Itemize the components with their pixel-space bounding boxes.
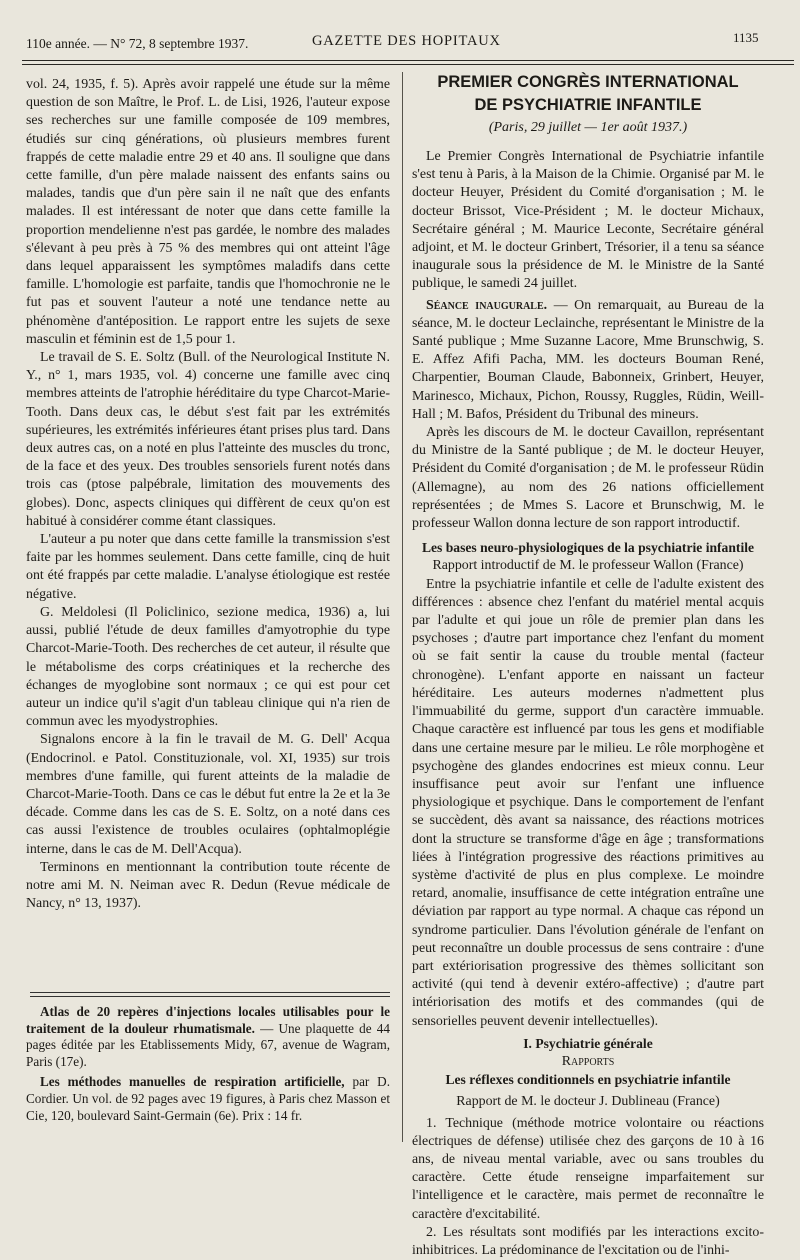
item-1: 1. Technique (méthode motrice volontaire ou réactions électriques de défense) utilisée chez des garçons de 10 à 16 ans, de niveau mental variable, avec ou sans troubles du caractère. Cette étude renseigne imparfaitement sur l'intelligence et le caractère, mais permet de reconnaître le caractère d'excitabilité. xyxy=(412,1115,764,1222)
left-column xyxy=(26,76,390,913)
header-issue-info: 110e année. — N° 72, 8 septembre 1937. xyxy=(26,36,249,51)
left-paragraph-4: G. Meldolesi (Il Policlinico, sezione medica, 1936) a, lui aussi, publié l'étude de deux familles d'amyotrophie du type Charcot-Marie-Tooth. Des recherches de cet auteur, il résulte que le métabolisme des corps créatiniques et la recherche des échanges de myoglobine sont normaux ; ce qui est pour cet auteur un indice qu'il s'agit d'un tableau clinique qui n'a rien de commun avec les myodystrophies. xyxy=(26,604,390,730)
left-paragraph-1: vol. 24, 1935, f. 5). Après avoir rappelé une étude sur la même question de son Maître, le Prof. L. de Lisi, 1926, l'auteur expose ses recherches sur une famille composée de 109 membres, étudiés sur cinq générations, où plusieurs membres furent frappés de cette maladie entre 29 et 40 ans. Il souligne que dans cette famille, d'un père malade naissent des enfants sains ou malades, tandis que d'un père sain il ne naît que des enfants malades. Il est intéressant de noter que dans cette famille la proportion mendelienne n'est pas gardée, le nombre des malades s'élevant à peu près à 75 % des membres qui ont atteint l'âge dans lequel apparaissent les symptômes maladifs dans cette famille. L'homologie est parfaite, tandis que l'homochronie ne le fut pas et souvent l'auteur a noté une tendance nette au phénomène d'antéposition. Le rapport entre les sujets de sexe masculin et féminin est de 1,5 pour 1. xyxy=(26,77,390,347)
page-number: 1135 xyxy=(733,30,759,45)
left-paragraph-3: L'auteur a pu noter que dans cette famille la transmission s'est faite par les hommes seulement. Dans cette famille, cinq de huit ont été frappés par cette maladie. L'analyse étiologique est restée négative. xyxy=(26,532,390,602)
book-note-2 xyxy=(26,1074,390,1124)
article-title-line-2: DE PSYCHIATRIE INFANTILE xyxy=(474,96,702,114)
right-column xyxy=(412,148,764,1260)
reflexes-heading: Les réflexes conditionnels en psychiatrie infantile xyxy=(445,1072,731,1088)
discours-paragraph: Après les discours de M. le docteur Cavaillon, représentant du Ministre de la Santé publique ; de M. le docteur Heuyer, Président du Comité d'organisation ; de M. le professeur Rüdin (Allemagne), au nom des 26 nations officiellement représentées ; de Mmes S. Lacore et Brunschwig, M. le professeur Wallon donna lecture de son rapport introductif. xyxy=(412,425,764,532)
section-heading: I. Psychiatrie générale xyxy=(523,1035,653,1051)
bases-paragraph: Entre la psychiatrie infantile et celle de l'adulte existent des différences : absence chez l'enfant du matériel mental acquis par l'adulte et qui joue un rôle de premier plan dans les psychoses ; d'autre part importance chez l'enfant du moment où se fait sentir la cause du trouble mental (facteur chronogène). L'enfant apporte en naissant un facteur héréditaire. Les auteurs modernes n'admettent plus l'immuabilité du germe, support d'un caractère immuable. Chaque caractère est influencé par tous les gens et modifiable dans une certaine mesure par le milieu. Le rôle morphogène et psychogène des glandes endocrines est mieux connu. Leur insuffisance peut avoir sur l'enfant une influence physiologique et psychique. Dans le comportement de l'enfant se succèdent, dès avant sa naissance, des réactions motrices dont la structure se transforme d'âge en âge ; transformations liées à l'intégration progressive des réactions primitives au système d'activité de plus en plus complexe. Le moindre retard, anomalie, insuffisance de cette intégration entraîne une déviation par rapport au type normal. A chaque cas répond un syndrome particulier. Dans l'évolution générale de l'enfant on peut reconnaître un double processus de sens contraire : d'une part extériorisation progressive des thèmes sollicitant son activité (qui tend à devenir extéro-affective) ; d'autre part intériorisation des motifs et des commandes (qui de sensorielles peuvent devenir intellectuelles). xyxy=(412,576,764,1029)
book-note-2-title: Les méthodes manuelles de respiration artificielle, xyxy=(40,1074,345,1090)
header-journal-title: GAZETTE DES HOPITAUX xyxy=(312,33,501,49)
notes-separator-top xyxy=(30,992,390,993)
seance-text: — On remarquait, au Bureau de la séance, M. le docteur Leclainche, représentant le Ministre de la Santé publique ; Mme Suzanne Lacore, Mme Brunschwig, S. E. Affez Afifi Pacha, MM. les docteurs Bouman René, Charpentier, Bouman Claude, Babonneix, Grinbert, Heuyer, Marinesco, Michaux, Pichon, Roussy, Ruggles, Rüdin, Weill-Hall ; M. Bafos, Président du Tribunal des mineurs. xyxy=(412,297,765,422)
left-paragraph-5: Signalons encore à la fin le travail de M. G. Dell' Acqua (Endocrinol. e Patol. Constituzionale, vol. XI, 1935) sur trois membres d'une famille, qui furent atteints de la maladie de Charcot-Marie-Tooth. Dans ce cas le début fut entre la 2e et la 3e décade. Comme dans les cas de S. E. Soltz, on a noté dans ces cas aussi l'existence de troubles oculaires (ophtalmoplégie interne, dans le cas de M. Dell'Acqua). xyxy=(26,732,390,857)
header-rule-top xyxy=(22,60,794,61)
item-2: 2. Les résultats sont modifiés par les interactions excito-inhibitrices. La prédominance de l'excitation ou de l'inhi- xyxy=(412,1224,764,1258)
seance-label: Séance inaugurale. xyxy=(426,297,548,313)
book-note-1-title: Atlas de 20 repères d'injections locales utilisables pour le traitement de la douleur rhumatismale. xyxy=(26,1004,390,1036)
left-paragraph-2: Le travail de S. E. Soltz (Bull. of the Neurological Institute N. Y., n° 1, mars 1935, vol. 4) concerne une famille avec cinq membres atteints de l'atrophie héréditaire du type Charcot-Marie-Tooth. Dans deux cas, le début s'est fait par les extrémités supérieures, les extrémités inférieures étant prises plus tard. Dans deux autres cas, on a noté en plus l'atteinte des muscles du tronc, de la face et des yeux. Des troubles sensoriels furent notés dans trois cas (ptose palpébrale, limitation des mouvements des globes). Donc, aspects cliniques qui diffèrent de ceux qu'on est habitué à considérer comme étant classiques. xyxy=(26,350,390,529)
left-paragraph-6: Terminons en mentionnant la contribution toute récente de notre ami M. N. Neiman avec R. Dedun (Revue médicale de Nancy, n° 13, 1937). xyxy=(26,859,390,912)
header-rule-bottom xyxy=(22,64,794,65)
article-dateline: (Paris, 29 juillet — 1er août 1937.) xyxy=(488,120,688,135)
bases-heading: Les bases neuro-physiologiques de la psychiatrie infantile xyxy=(421,540,755,556)
book-note-2-text: par D. Cordier. Un vol. de 92 pages avec 19 figures, à Paris chez Masson et Cie, 120, boulevard Saint-Germain (6e). Prix : 14 fr. xyxy=(26,1074,390,1123)
rapports-heading: Rapports xyxy=(561,1053,615,1069)
book-notes xyxy=(26,1004,390,1128)
seance-paragraph xyxy=(412,297,764,424)
book-note-1-text: — Une plaquette de 44 pages éditée par les Etablissements Midy, 67, avenue de Wagram, Paris (17e). xyxy=(26,1020,390,1069)
book-note-1 xyxy=(26,1004,390,1070)
column-divider xyxy=(402,72,403,1142)
reflexes-subheading: Rapport de M. le docteur J. Dublineau (France) xyxy=(456,1094,720,1110)
bases-subheading: Rapport introductif de M. le professeur Wallon (France) xyxy=(432,558,744,574)
intro-paragraph: Le Premier Congrès International de Psychiatrie infantile s'est tenu à Paris, à la Maison de la Chimie. Organisé par M. le docteur Heuyer, Président du Comité d'organisation ; M. le docteur Brissot, Vice-Président ; M. le docteur Michaux, Secrétaire général ; M. Maurice Leconte, Secrétaire général adjoint, et M. le docteur Grinbert, Trésorier, il a tenu sa séance inaugurale sous la présidence de M. le Ministre de la Santé publique, le samedi 24 juillet. xyxy=(412,149,764,292)
notes-separator-bottom xyxy=(30,996,390,997)
article-title-line-1: PREMIER CONGRÈS INTERNATIONAL xyxy=(437,73,739,91)
